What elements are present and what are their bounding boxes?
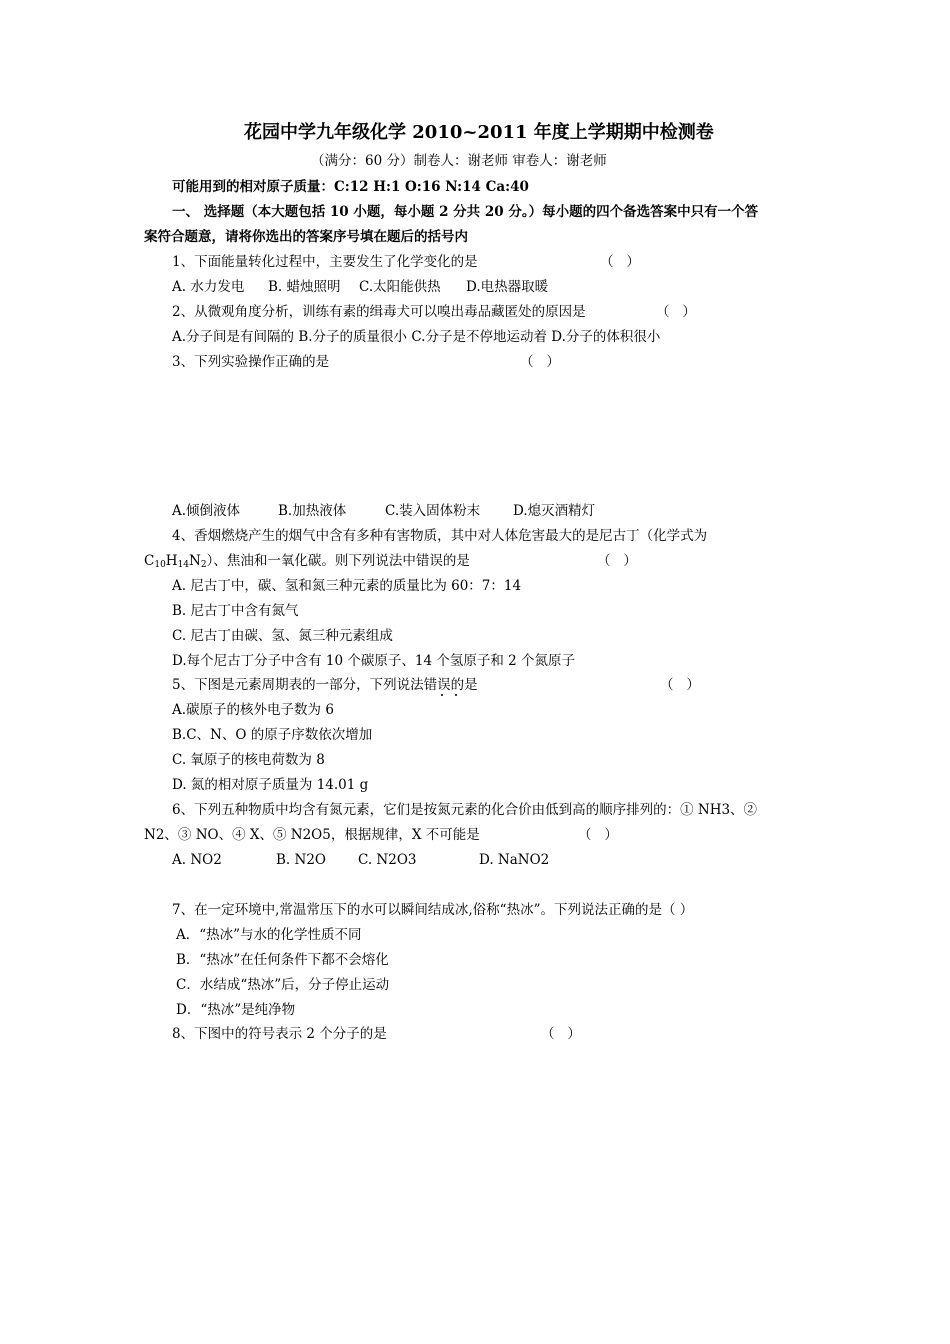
q8-answer-paren: （ ） [541, 1026, 581, 1042]
q1-option-c: C.太阳能供热 [359, 279, 441, 295]
q3-stem: 3、下列实验操作正确的是 [172, 354, 330, 370]
q1-option-d: D.电热器取暖 [466, 279, 549, 295]
q4-option-d: D.每个尼古丁分子中含有 10 个碳原子、14 个氢原子和 2 个氮原子 [172, 653, 576, 669]
q3-option-c: C.装入固体粉末 [385, 503, 481, 519]
q4-option-c: C. 尼古丁由碳、氢、氮三种元素组成 [172, 628, 393, 644]
q3-option-a: A.倾倒液体 [172, 503, 241, 519]
q3-figure-area [172, 380, 752, 495]
q2-answer-paren: （ ） [656, 304, 696, 320]
q8-stem: 8、下图中的符号表示 2 个分子的是 [172, 1026, 387, 1042]
q4-formula-c-sub: 10 [154, 560, 166, 570]
q3-option-b: B.加热液体 [278, 503, 347, 519]
q5-option-c: C. 氧原子的核电荷数为 8 [172, 752, 325, 768]
q4-stem-rest: ）、焦油和一氧化碳。则下列说法中错误的是 [206, 553, 470, 569]
q5-option-d: D. 氮的相对原子质量为 14.01 g [172, 777, 369, 793]
q4-formula-h-sub: 14 [177, 560, 190, 570]
q6-option-c: C. N2O3 [358, 852, 417, 868]
q4-formula-h: H [165, 553, 178, 569]
q3-answer-paren: （ ） [520, 354, 560, 370]
q6-stem-line1: 6、下列五种物质中均含有氮元素，它们是按氮元素的化合价由低到高的顺序排列的：① NH3、② [172, 802, 758, 818]
q5-answer-paren: （ ） [660, 677, 700, 693]
q5-stem: 5、下图是元素周期表的一部分，下列说法错误的是 [172, 677, 478, 693]
q5-option-b: B.C、N、O 的原子序数依次增加 [172, 727, 373, 743]
emphasis-dot [441, 694, 443, 696]
q2-stem: 2、从微观角度分析，训练有素的缉毒犬可以嗅出毒品藏匿处的原因是 [172, 304, 586, 320]
q6-option-a: A. NO2 [172, 852, 222, 868]
q7-option-b: B．“热冰”在任何条件下都不会熔化 [176, 952, 389, 968]
q6-stem-line2: N2、③ NO、④ X、⑤ N2O5，根据规律，X 不可能是 [144, 827, 480, 843]
q7-stem: 7、在一定环境中,常温常压下的水可以瞬间结成冰,俗称“热冰”。下列说法正确的是（ ） [172, 902, 694, 918]
q5-option-a: A.碳原子的核外电子数为 6 [172, 702, 334, 718]
q6-answer-paren: （ ） [578, 827, 618, 843]
section-heading-line1: 一、 选择题（本大题包括 10 小题，每小题 2 分共 20 分。）每小题的四个备选答案中只有一个答 [172, 204, 759, 220]
q4-answer-paren: （ ） [597, 553, 637, 569]
q2-options: A.分子间是有间隔的 B.分子的质量很小 C.分子是不停地运动着 D.分子的体积很小 [172, 329, 661, 345]
q7-option-a: A．“热冰”与水的化学性质不同 [176, 927, 362, 943]
q1-stem: 1、下面能量转化过程中，主要发生了化学变化的是 [172, 254, 478, 270]
q1-option-b: B. 蜡烛照明 [268, 279, 341, 295]
q4-formula-n: N [189, 553, 201, 569]
q1-answer-paren: （ ） [600, 254, 640, 270]
exam-title: 花园中学九年级化学 2010~2011 年度上学期期中检测卷 [244, 122, 714, 143]
q4-formula-n-sub: 2 [200, 560, 207, 570]
atomic-masses: 可能用到的相对原子质量：C:12 H:1 O:16 N:14 Ca:40 [172, 179, 529, 195]
emphasis-dot [455, 694, 457, 696]
q4-option-b: B. 尼古丁中含有氮气 [172, 603, 299, 619]
q6-option-b: B. N2O [276, 852, 326, 868]
q6-option-d: D. NaNO2 [479, 852, 550, 868]
exam-subtitle: （满分：60 分）制卷人：谢老师 审卷人：谢老师 [311, 153, 607, 169]
q4-stem-line2 [144, 552, 470, 574]
section-heading-line2: 案符合题意，请将你选出的答案序号填在题后的括号内 [144, 229, 468, 245]
q4-option-a: A. 尼古丁中，碳、氢和氮三种元素的质量比为 60：7：14 [172, 578, 522, 594]
q7-option-c: C．水结成“热冰”后，分子停止运动 [176, 977, 390, 993]
q4-stem-line1: 4、香烟燃烧产生的烟气中含有多种有害物质，其中对人体危害最大的是尼古丁（化学式为 [172, 528, 708, 544]
q7-option-d: D．“热冰”是纯净物 [176, 1002, 296, 1018]
q4-formula-c: C [144, 553, 155, 569]
q1-option-a: A. 水力发电 [172, 279, 245, 295]
q3-option-d: D.熄灭酒精灯 [513, 503, 596, 519]
